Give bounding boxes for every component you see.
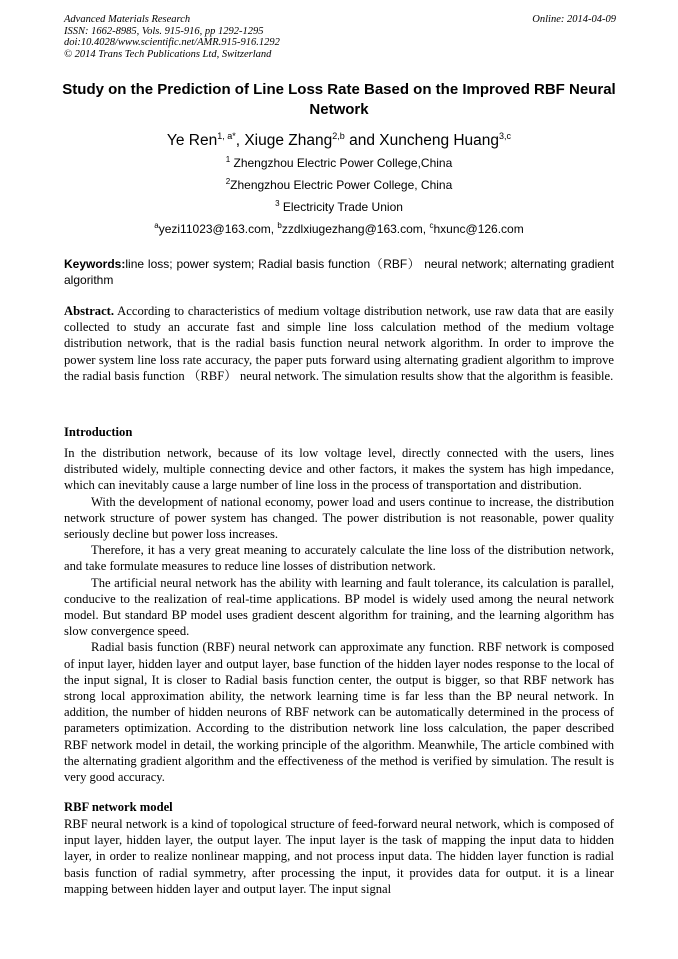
affiliation-2 bbox=[40, 177, 638, 193]
abstract bbox=[64, 303, 614, 384]
author-list bbox=[40, 131, 638, 151]
affiliation-mark: 2 bbox=[225, 177, 231, 186]
introduction-body bbox=[64, 445, 614, 785]
author-affiliation-mark: 1, a* bbox=[217, 131, 236, 141]
email-mark: b bbox=[277, 221, 282, 230]
keywords-text: line loss; power system; Radial basis function（RBF） neural network; alternating gradient algorithm bbox=[64, 257, 614, 287]
email-mark: a bbox=[154, 221, 159, 230]
author-name: Ye Ren bbox=[166, 132, 218, 149]
email-text: hxunc@126.com bbox=[433, 222, 524, 236]
section-heading-rbf-network-model: RBF network model bbox=[64, 800, 173, 814]
author-name: Xiuge Zhang bbox=[244, 132, 333, 149]
section-heading-introduction: Introduction bbox=[64, 425, 133, 439]
affiliation-text: Zhengzhou Electric Power College,China bbox=[230, 156, 453, 170]
email-text: zzdlxiugezhang@163.com, bbox=[281, 222, 430, 236]
email-text: yezi11023@163.com, bbox=[158, 222, 278, 236]
online-date: Online: 2014-04-09 bbox=[532, 14, 616, 25]
paragraph: Therefore, it has a very great meaning to accurately calculate the line loss of the distribution network, and take formulate measures to reduce line losses of distribution network. bbox=[64, 543, 614, 574]
journal-name: Advanced Materials Research bbox=[64, 14, 191, 25]
paragraph: In the distribution network, because of its low voltage level, directly connected with the users, lines distributed widely, multiple connecting device and other factors, it makes the system has high impedance, which can inevitably cause a large number of line loss in the process of transportation and distribution. bbox=[64, 446, 614, 493]
issn-line: ISSN: 1662-8985, Vols. 915-916, pp 1292-1295 bbox=[64, 25, 264, 37]
copyright-line: © 2014 Trans Tech Publications Ltd, Switzerland bbox=[64, 48, 272, 60]
author-affiliation-mark: 3,c bbox=[499, 131, 512, 141]
author-emails bbox=[40, 221, 638, 237]
keywords bbox=[64, 257, 614, 288]
affiliation-text: Zhengzhou Electric Power College, China bbox=[230, 178, 453, 192]
keywords-label: Keywords: bbox=[64, 257, 126, 271]
author-separator: , bbox=[235, 132, 245, 149]
rbf-section-body bbox=[64, 816, 614, 897]
affiliation-text: Electricity Trade Union bbox=[279, 200, 403, 214]
running-header bbox=[64, 14, 616, 60]
author-separator: and bbox=[344, 132, 380, 149]
paragraph: With the development of national economy, power load and users continue to increase, the distribution network structure of power system has changed. The power distribution is not reasonable, power quality seriously decline but power loss increases. bbox=[64, 494, 614, 542]
paragraph: RBF neural network is a kind of topological structure of feed-forward neural network, which is composed of input layer, hidden layer, the output layer. The input layer is the task of mapping the input data to hidden layer, in order to realize nonlinear mapping, and not process input data. The hidden layer function is radial basis function of radial symmetry, after processing the input, it provides data for output. it is a linear mapping between hidden layer and output layer. The input signal bbox=[64, 817, 614, 896]
author-name: Xuncheng Huang bbox=[379, 132, 500, 149]
doi-line: doi:10.4028/www.scientific.net/AMR.915-916.1292 bbox=[64, 37, 280, 49]
paper-title: Study on the Prediction of Line Loss Rate Based on the Improved RBF Neural Network bbox=[62, 81, 616, 118]
paragraph: The artificial neural network has the ability with learning and fault tolerance, its calculation is parallel, conducive to the realization of real-time applications. BP model is widely used among the neural network model. But standard BP model uses gradient descent algorithm for training, and the learning algorithm has slow convergence speed. bbox=[64, 575, 614, 639]
email-mark: c bbox=[429, 221, 434, 230]
affiliation-1 bbox=[40, 155, 638, 171]
affiliation-3 bbox=[40, 199, 638, 215]
affiliation-mark: 3 bbox=[275, 199, 280, 208]
author-affiliation-mark: 2,b bbox=[332, 131, 345, 141]
paragraph: Radial basis function (RBF) neural network can approximate any function. RBF network is composed of input layer, hidden layer and output layer, base function of the hidden layer nodes response to the local of the input signal, It is closer to Radial basis function center, the output is bigger, so that RBF network has strong local approximation ability, the network learning time is far less than the BP neural network. In addition, the number of hidden neurons of RBF network can be automatically determined in the process of parameters optimization. According to the distribution network line loss calculation, the paper described RBF network model in detail, the working principle of the algorithm. Meanwhile, The article combined with the alternating gradient algorithm and the effectiveness of the method is verified by simulation. The result is very good accuracy. bbox=[64, 640, 614, 785]
abstract-text: According to characteristics of medium voltage distribution network, use raw data that are easily collected to study an accurate fast and simple line loss calculation method of the medium voltage distribution network, that is the radial basis function neural network algorithm. In order to improve the power system line loss rate accuracy, the paper puts forward using alternating gradient algorithm to improve the radial basis function （RBF） neural network. The simulation results show that the algorithm is feasible. bbox=[64, 304, 614, 383]
affiliation-mark: 1 bbox=[225, 155, 231, 164]
abstract-label: Abstract. bbox=[64, 304, 115, 318]
